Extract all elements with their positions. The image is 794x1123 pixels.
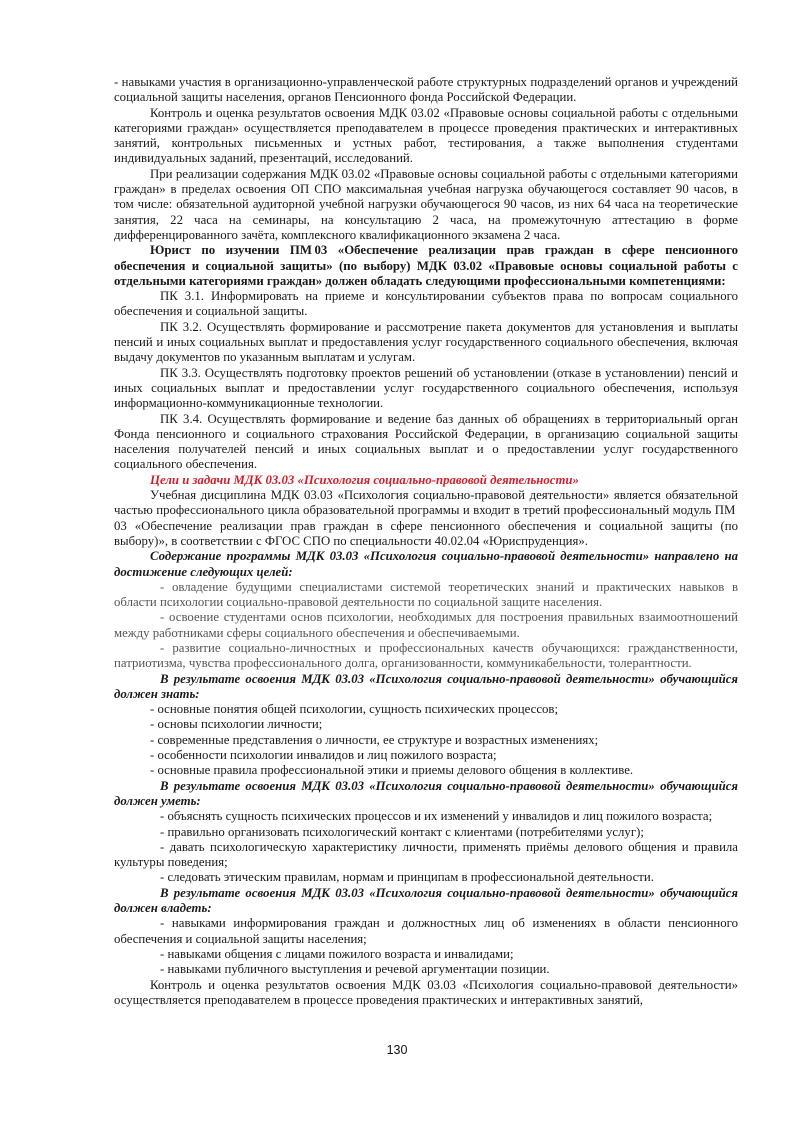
paragraph: - освоение студентами основ психологии, необходимых для построения правильных взаимоотношений между работниками сферы социального обеспечения и обеспечиваемыми.	[114, 610, 738, 640]
paragraph: В результате освоения МДК 03.03 «Психология социально-правовой деятельности» обучающийся должен владеть:	[114, 885, 738, 916]
paragraph: - основные понятия общей психологии, сущность психических процессов;	[150, 702, 559, 717]
paragraph: ПК 3.2. Осуществлять формирование и рассмотрение пакета документов для установления и выплаты пенсий и иных социальных выплат и предоставления услуг государственного социального обеспечения, включая выдачу документов по указанным выплатам и услугам.	[114, 319, 738, 365]
document-body	[114, 75, 738, 1008]
paragraph: Содержание программы МДК 03.03 «Психология социально-правовой деятельности» направлено на достижение следующих целей:	[114, 549, 738, 579]
paragraph: - навыками публичного выступления и речевой аргументации позиции.	[160, 962, 550, 977]
paragraph: - особенности психологии инвалидов и лиц пожилого возраста;	[150, 748, 497, 763]
paragraph: При реализации содержания МДК 03.02 «Правовые основы социальной работы с отдельными категориями граждан» в пределах освоения ОП СПО максимальная учебная нагрузка обучающегося составляет 90 часов, в том числе: обязательной аудиторной учебной нагрузки обучающегося 90 часов, из них 64 часа на теоретические занятия, 22 часа на семинары, на консультацию 2 часа, на промежуточную аттестацию в форме дифференцированного зачёта, комплексного квалификационного экзамена 2 часа.	[114, 166, 738, 242]
paragraph: - основы психологии личности;	[150, 717, 323, 732]
paragraph: - навыками участия в организационно-управленческой работе структурных подразделений органов и учреждений социальной защиты населения, органов Пенсионного фонда Российской Федерации.	[114, 75, 738, 105]
paragraph: - овладение будущими специалистами системой теоретических знаний и практических навыков в области психологии социально-правовой деятельности по социальной защите населения.	[114, 579, 738, 610]
paragraph: Контроль и оценка результатов освоения МДК 03.03 «Психология социально-правовой деятельности» осуществляется преподавателем в процессе проведения практических и интерактивных занятий,	[114, 977, 738, 1007]
paragraph: - давать психологическую характеристику личности, применять приёмы делового общения и правила культуры поведения;	[114, 839, 738, 870]
paragraph: - следовать этическим правилам, нормам и принципам в профессиональной деятельности.	[160, 870, 654, 885]
page-number: 130	[386, 1043, 408, 1057]
paragraph: - правильно организовать психологический контакт с клиентами (потребителями услуг);	[160, 824, 644, 839]
paragraph: - объяснять сущность психических процессов и их изменений у инвалидов и лиц пожилого возраста;	[160, 809, 713, 824]
paragraph: - навыками общения с лицами пожилого возраста и инвалидами;	[160, 946, 514, 961]
paragraph: ПК 3.4. Осуществлять формирование и ведение баз данных об обращениях в территориальный орган Фонда пенсионного и социального страхования Российской Федерации, в организацию социальной защиты населения получателей пенсий и иных социальных выплат и о предоставлении услуг государственного социального обеспечения.	[114, 411, 738, 472]
paragraph: В результате освоения МДК 03.03 «Психология социально-правовой деятельности» обучающийся должен знать:	[114, 671, 738, 701]
paragraph: - современные представления о личности, ее структуре и возрастных изменениях;	[150, 732, 599, 747]
paragraph: - развитие социально-личностных и профессиональных качеств обучающихся: гражданственности, патриотизма, чувства профессионального долга, организованности, коммуникабельности, толерантности.	[114, 640, 738, 671]
paragraph: Учебная дисциплина МДК 03.03 «Психология социально-правовой деятельности» является обязательной частью профессионального цикла образовательной программы и входит в третий профессиональный модуль ПМ 03 «Обеспечение реализации прав граждан в сфере пенсионного обеспечения и социальной защиты (по выбору)», в соответствии с ФГОС СПО по специальности 40.02.04 «Юриспруденция».	[114, 488, 738, 548]
paragraph: - навыками информирования граждан и должностных лиц об изменениях в области пенсионного обеспечения и социальной защиты населения;	[114, 916, 738, 946]
paragraph: ПК 3.1. Информировать на приеме и консультировании субъектов права по вопросам социального обеспечения и социальной защиты.	[114, 289, 738, 319]
paragraph: Контроль и оценка результатов освоения МДК 03.02 «Правовые основы социальной работы с отдельными категориями граждан» осуществляется преподавателем в процессе проведения практических и интерактивных занятий, контрольных письменных и устных работ, тестирования, а также выполнения студентами индивидуальных заданий, презентаций, исследований.	[114, 105, 738, 166]
paragraph: - основные правила профессиональной этики и приемы делового общения в коллективе.	[150, 763, 634, 778]
paragraph: ПК 3.3. Осуществлять подготовку проектов решений об установлении (отказе в установлении) пенсий и иных социальных выплат и предоставлении услуг государственного социального обеспечения, используя информационно-коммуникационные технологии.	[114, 365, 738, 411]
paragraph: Цели и задачи МДК 03.03 «Психология социально-правовой деятельности»	[150, 472, 579, 487]
paragraph: В результате освоения МДК 03.03 «Психология социально-правовой деятельности» обучающийся должен уметь:	[114, 778, 738, 808]
paragraph: Юрист по изучении ПМ 03 «Обеспечение реализации прав граждан в сфере пенсионного обеспечения и социальной защиты» (по выбору) МДК 03.02 «Правовые основы социальной работы с отдельными категориями граждан» должен обладать следующими профессиональными компетенциями:	[114, 243, 738, 288]
